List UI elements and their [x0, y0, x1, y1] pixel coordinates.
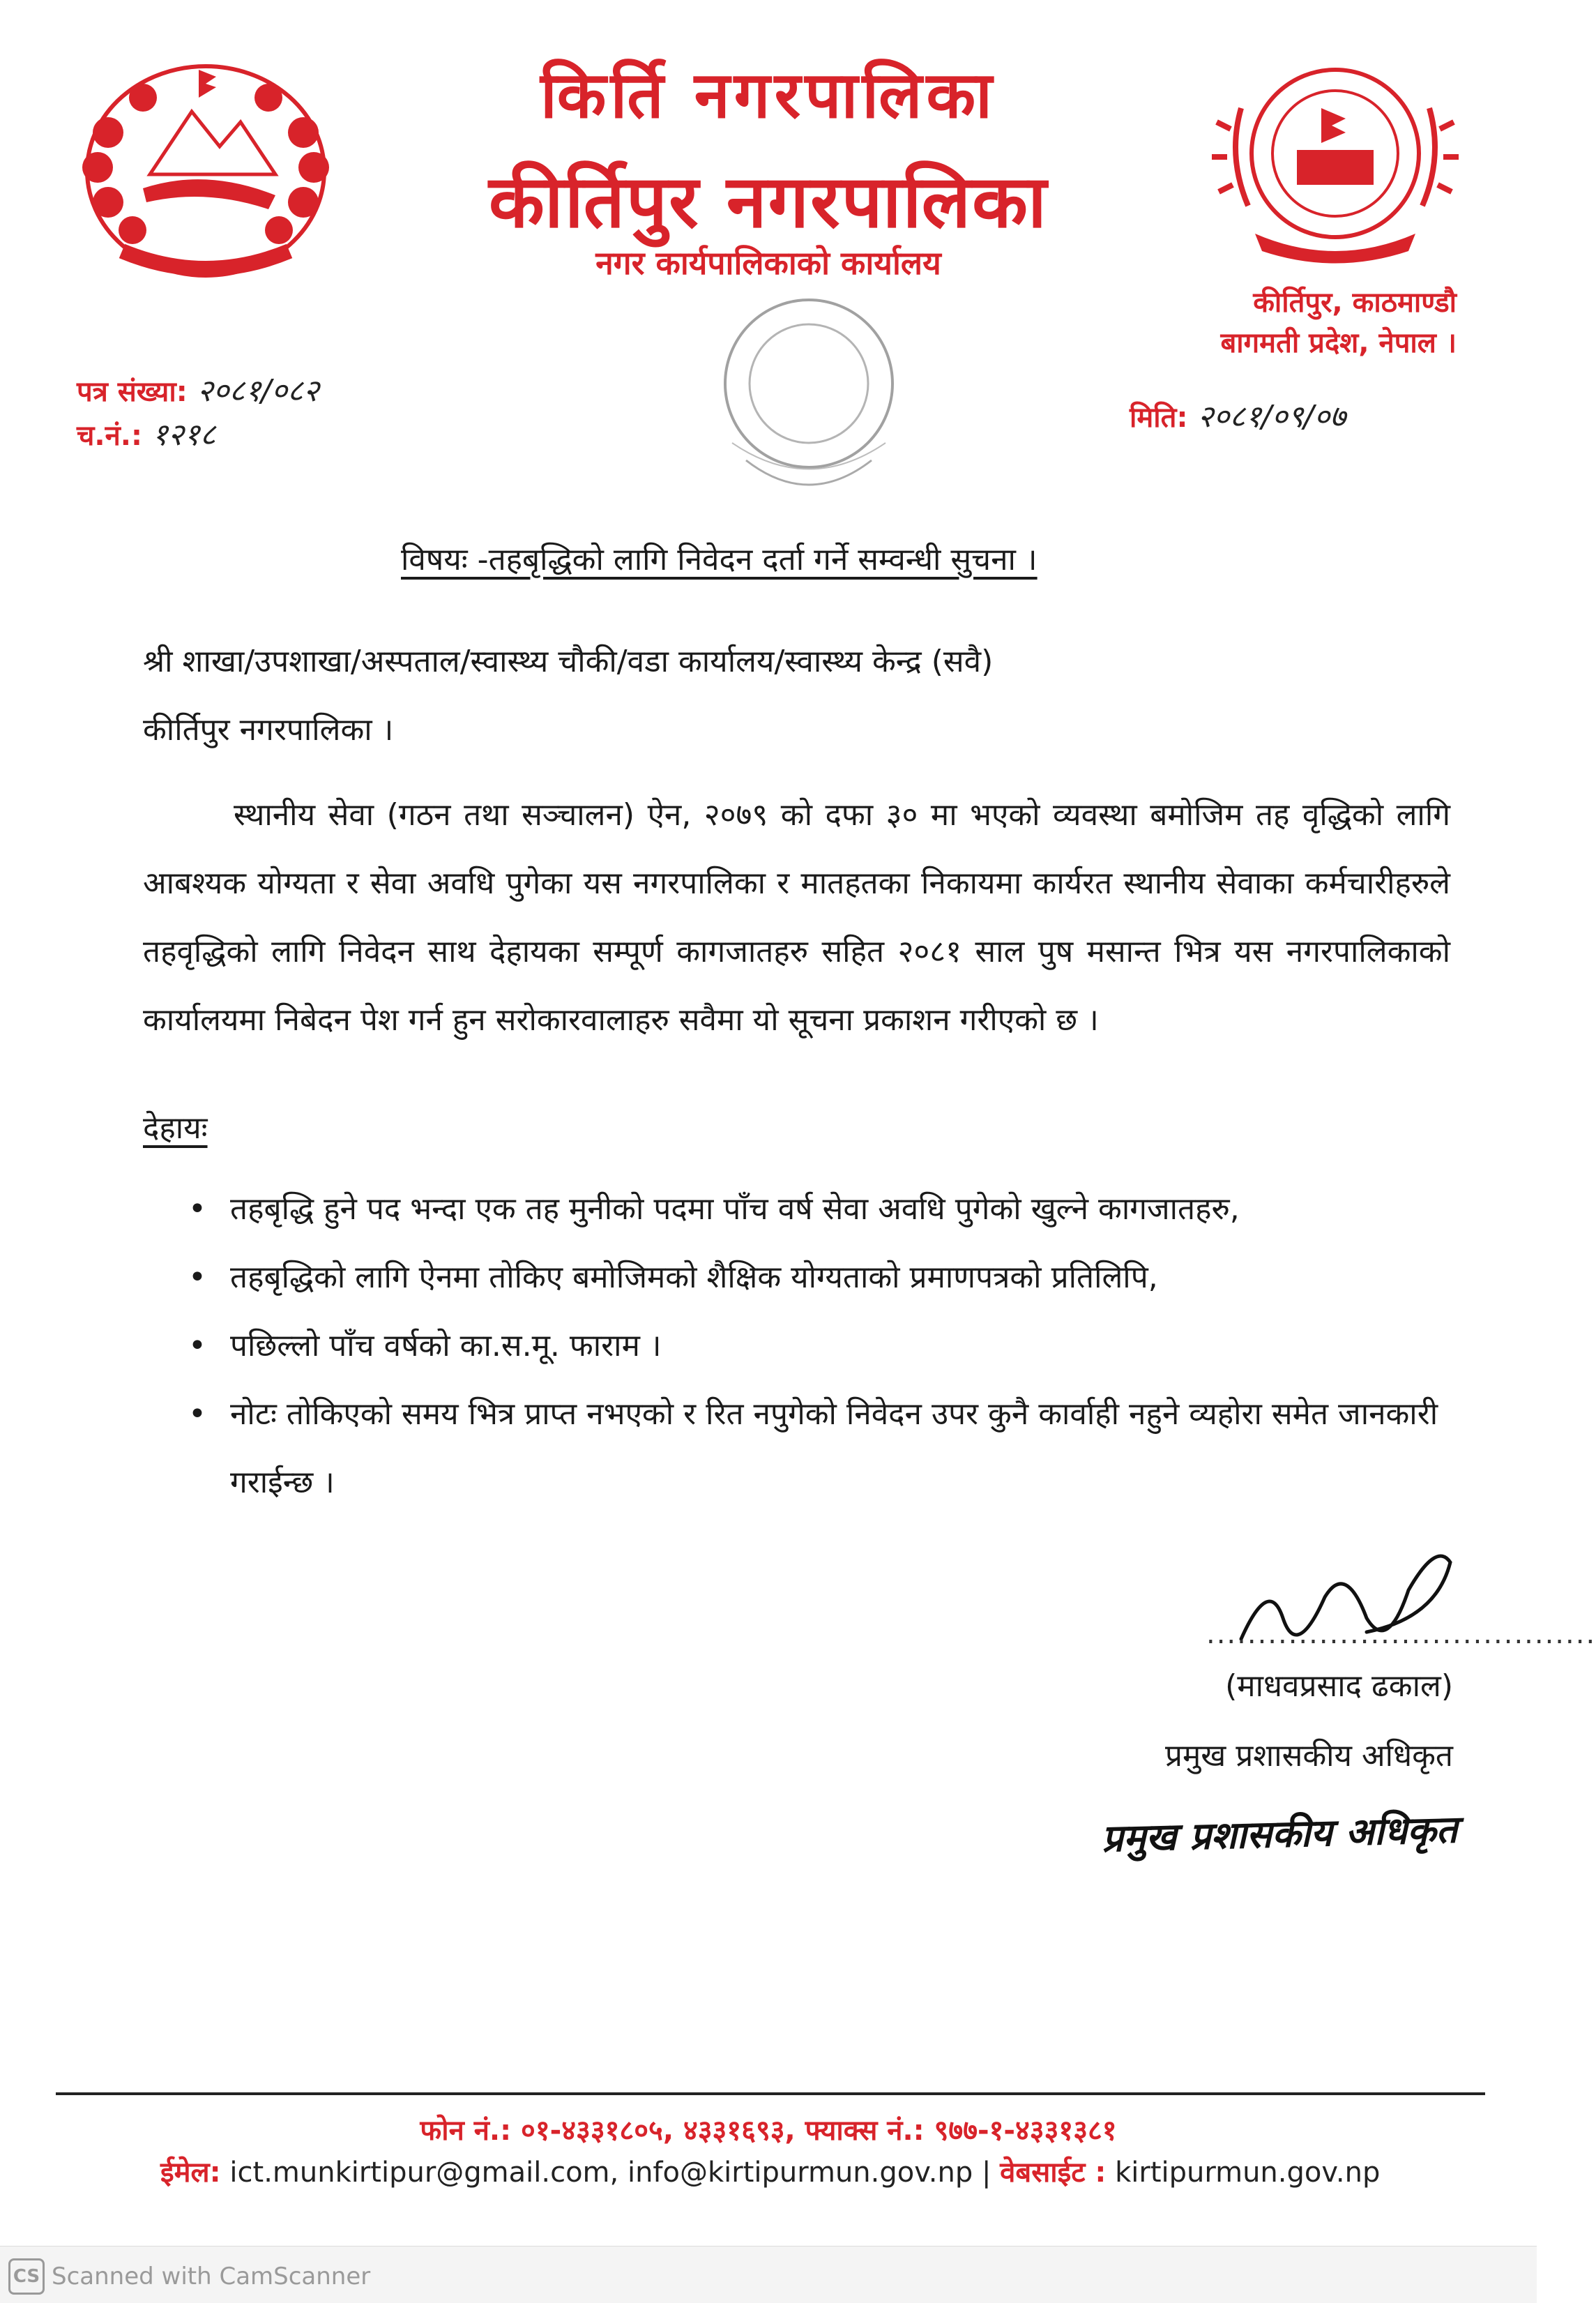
- letter-body-paragraph: स्थानीय सेवा (गठन तथा सञ्चालन) ऐन, २०७९ को दफा ३० मा भएको व्यवस्था बमोजिम तह वृद्धिको लागि आबश्यक योग्यता र सेवा अवधि पुगेका यस नगरपालिका र मातहतका निकायमा कार्यरत स्थानीय सेवाका कर्मचारीहरुले तहवृद्धिको लागि निवेदन साथ देहायका सम्पूर्ण कागजातहरु सहित २०८१ साल पुष मसान्त भित्र यस नगरपालिकाको कार्यालयमा निबेदन पेश गर्न हुन सरोकारवालाहरु सवैमा यो सूचना प्रकाशन गरीएको छ ।: [143, 797, 1450, 1038]
- reference-block: [77, 370, 319, 458]
- letter-subject: विषयः -तहबृद्धिको लागि निवेदन दर्ता गर्ने सम्वन्धी सुचना ।: [401, 542, 1038, 577]
- website-value: kirtipurmun.gov.np: [1115, 2157, 1381, 2189]
- date-value: २०८१/०९/०७: [1197, 399, 1346, 435]
- list-item: • तहबृद्धिको लागि ऐनमा तोकिए बमोजिमको शैक्षिक योग्यताको प्रमाणपत्रको प्रतिलिपि,: [188, 1244, 1443, 1312]
- list-item: • पछिल्लो पाँच वर्षको का.स.मू. फाराम ।: [188, 1312, 1443, 1380]
- chalani-value: १२१८: [152, 417, 216, 453]
- signature-line: ......................................: [1206, 1618, 1596, 1650]
- address-line-2: बागमती प्रदेश, नेपाल ।: [1220, 327, 1457, 359]
- signatory-name: (माधवप्रसाद ढकाल): [1225, 1668, 1453, 1704]
- chalani-label: च.नं.:: [77, 420, 142, 452]
- office-address: [1220, 282, 1457, 363]
- recipient-line-1: श्री शाखा/उपशाखा/अस्पताल/स्वास्थ्य चौकी/वडा कार्यालय/स्वास्थ्य केन्द्र (सवै): [143, 644, 994, 679]
- patra-label: पत्र संख्या:: [77, 376, 188, 408]
- letter-date: [1130, 394, 1346, 436]
- camscanner-icon: CS: [8, 2258, 45, 2295]
- requirements-list: [188, 1175, 1443, 1517]
- header-title: कीर्तिपुर नगरपालिका: [489, 159, 1048, 244]
- website-label: वेबसाईट :: [1000, 2157, 1107, 2189]
- email-value: ict.munkirtipur@gmail.com, info@kirtipurmun.gov.np: [229, 2157, 973, 2189]
- designation-stamp: प्रमुख प्रशासकीय अधिकृत: [1101, 1807, 1459, 1861]
- list-item: • तहबृद्धि हुने पद भन्दा एक तह मुनीको पदमा पाँच वर्ष सेवा अवधि पुगेको खुल्ने कागजातहरु,: [188, 1175, 1443, 1244]
- header-subtitle: नगर कार्यपालिकाको कार्यालय: [595, 244, 941, 282]
- scanner-watermark: [8, 2258, 370, 2295]
- email-label: ईमेल:: [160, 2157, 221, 2189]
- address-line-1: कीर्तिपुर, काठमाण्डौ: [1253, 287, 1457, 319]
- watermark-text: Scanned with CamScanner: [52, 2263, 371, 2290]
- list-item: • नोटः तोकिएको समय भित्र प्राप्त नभएको र रित नपुगेको निवेदन उपर कुनै कार्वाही नहुने व्यहोरा समेत जानकारी गराईन्छ ।: [188, 1380, 1443, 1517]
- office-stamp-icon: [662, 279, 955, 537]
- footer-phone: फोन नं.: ०१-४३३१८०५, ४३३१६९३, फ्याक्स नं.: ९७७-१-४३३१३८१: [420, 2115, 1117, 2147]
- recipient-line-2: कीर्तिपुर नगरपालिका ।: [143, 712, 394, 748]
- signatory-title: प्रमुख प्रशासकीय अधिकृत: [1164, 1738, 1453, 1774]
- footer-divider: [56, 2092, 1485, 2095]
- date-label: मिति:: [1130, 402, 1188, 434]
- dehay-label: देहायः: [143, 1110, 208, 1146]
- chalani-number: [77, 414, 319, 458]
- patra-sankhya: [77, 370, 319, 414]
- footer-separator: |: [981, 2157, 991, 2189]
- header-title-decorative: किर्ति नगरपालिका: [540, 58, 997, 133]
- recipient-block: [143, 628, 1450, 764]
- patra-value: २०८१/०८२: [197, 373, 319, 409]
- footer-contact: [160, 2152, 1380, 2190]
